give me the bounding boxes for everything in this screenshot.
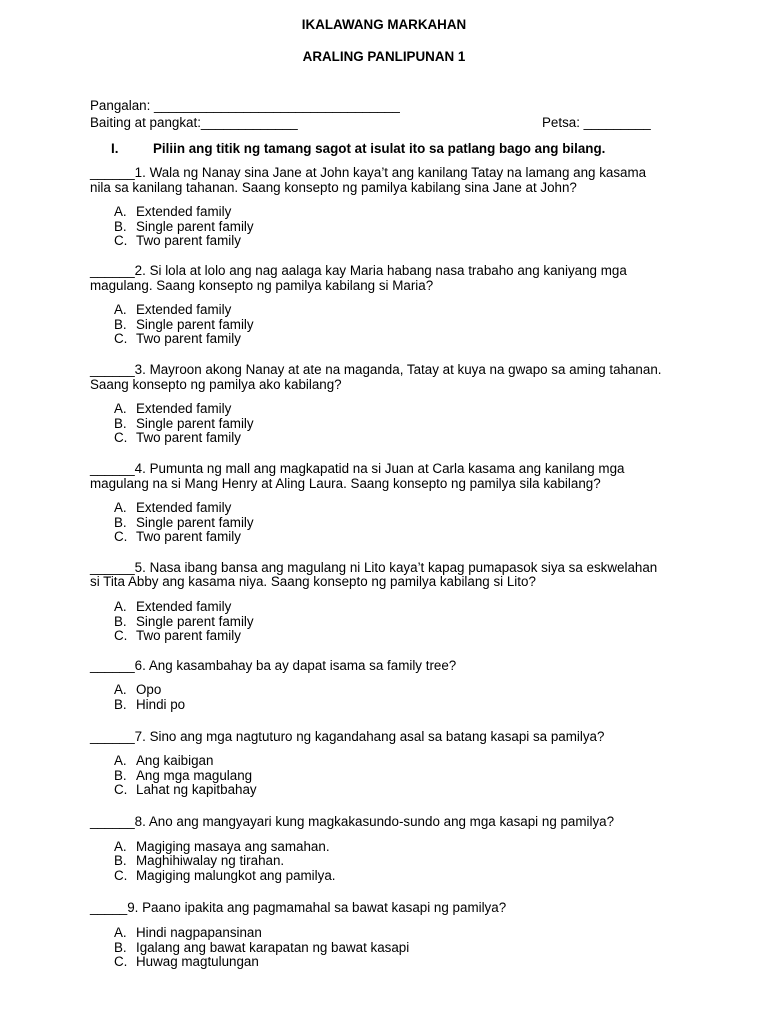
choice-item: [90, 854, 690, 869]
choice-item: [90, 769, 690, 784]
choice-letter: B.: [114, 939, 127, 955]
question-item: [90, 901, 690, 969]
question-list: [90, 166, 690, 970]
question-stem: ______1. Wala ng Nanay sina Jane at John kaya’t ang kanilang Tatay na lamang ang kasama nila sa kanilang tahanan. Saang konsepto ng pamilya kabilang sina Jane at John?: [90, 165, 647, 195]
choice-list: [90, 754, 690, 798]
choice-letter: B.: [114, 218, 127, 234]
choice-letter: C.: [114, 430, 128, 446]
choice-item: [90, 629, 690, 644]
choice-letter: A.: [114, 753, 127, 769]
choice-item: [90, 926, 690, 941]
choice-item: [90, 615, 690, 630]
choice-item: [90, 683, 690, 698]
choice-text: Two parent family: [136, 331, 241, 347]
choice-text: Two parent family: [136, 430, 241, 446]
choice-letter: C.: [114, 782, 128, 798]
choice-text: Igalang ang bawat karapatan ng bawat kasapi: [136, 939, 410, 955]
choice-item: [90, 234, 690, 249]
choice-text: Extended family: [136, 599, 232, 615]
question-item: [90, 264, 690, 347]
choice-item: [90, 600, 690, 615]
question-item: [90, 561, 690, 644]
choice-text: Two parent family: [136, 529, 241, 545]
choice-letter: C.: [114, 233, 128, 249]
choice-letter: B.: [114, 697, 127, 713]
question-item: [90, 462, 690, 545]
choice-text: Two parent family: [136, 233, 241, 249]
choice-text: Extended family: [136, 204, 232, 220]
instructions-text: Piliin ang titik ng tamang sagot at isulat ito sa patlang bago ang bilang.: [153, 141, 606, 156]
question-stem: ______6. Ang kasambahay ba ay dapat isama sa family tree?: [90, 657, 457, 673]
question-stem: ______8. Ano ang mangyayari kung magkakasundo-sundo ang mga kasapi ng pamilya?: [90, 814, 615, 829]
question-item: [90, 363, 690, 446]
choice-text: Huwag magtulungan: [136, 954, 259, 970]
choice-text: Extended family: [136, 302, 232, 318]
subject-title: ARALING PANLIPUNAN 1: [302, 49, 466, 64]
choice-list: [90, 205, 690, 249]
choice-list: [90, 600, 690, 644]
grade-section-field: Baiting at pangkat:_____________: [90, 115, 298, 130]
choice-text: Hindi po: [136, 697, 186, 713]
choice-letter: B.: [114, 514, 127, 530]
question-item: [90, 730, 690, 798]
choice-text: Single parent family: [136, 316, 254, 332]
choice-item: [90, 516, 690, 531]
choice-item: [90, 941, 690, 956]
choice-letter: A.: [114, 401, 127, 417]
choice-text: Maghihiwalay ng tirahan.: [136, 853, 285, 869]
choice-list: [90, 402, 690, 446]
choice-text: Ang kaibigan: [136, 753, 214, 769]
choice-item: [90, 530, 690, 545]
choice-letter: A.: [114, 682, 127, 698]
choice-item: [90, 332, 690, 347]
choice-text: Extended family: [136, 401, 232, 417]
choice-item: [90, 220, 690, 235]
choice-list: [90, 683, 690, 712]
name-field: Pangalan: _________________________________: [90, 98, 400, 113]
question-item: [90, 815, 690, 883]
instructions-number: I.: [111, 141, 119, 156]
choice-text: Opo: [136, 682, 162, 698]
choice-letter: A.: [114, 204, 127, 220]
choice-letter: B.: [114, 316, 127, 332]
question-stem: ______5. Nasa ibang bansa ang magulang ni Lito kaya’t kapag pumapasok siya sa eskwelahan si Tita Abby ang kasama niya. Saang konsepto ng pamilya kabilang si Lito?: [90, 559, 658, 590]
question-stem: _____9. Paano ipakita ang pagmamahal sa bawat kasapi ng pamilya?: [90, 900, 507, 916]
question-stem: ______2. Si lola at lolo ang nag aalaga kay Maria habang nasa trabaho ang kaniyang mga magulang. Saang konsepto ng pamilya kabilang si Maria?: [90, 262, 627, 293]
choice-text: Hindi nagpapansinan: [136, 924, 262, 940]
question-item: [90, 166, 690, 249]
question-stem: ______4. Pumunta ng mall ang magkapatid na si Juan at Carla kasama ang kanilang mga magulang na si Mang Henry at Aling Laura. Saang konsepto ng pamilya sila kabilang?: [90, 460, 625, 491]
choice-text: Ang mga magulang: [136, 767, 253, 783]
choice-item: [90, 501, 690, 516]
choice-letter: C.: [114, 529, 128, 545]
instructions: [90, 142, 605, 157]
choice-letter: C.: [114, 331, 128, 347]
choice-text: Two parent family: [136, 628, 241, 644]
choice-text: Magiging malungkot ang pamilya.: [136, 867, 336, 883]
choice-item: [90, 318, 690, 333]
choice-letter: B.: [114, 767, 127, 783]
choice-text: Magiging masaya ang samahan.: [136, 838, 330, 854]
choice-list: [90, 303, 690, 347]
choice-text: Lahat ng kapitbahay: [136, 782, 257, 798]
date-field: Petsa: _________: [542, 115, 651, 130]
choice-letter: A.: [114, 302, 127, 318]
choice-list: [90, 926, 690, 970]
choice-letter: A.: [114, 500, 127, 516]
document-title: IKALAWANG MARKAHAN: [301, 17, 467, 32]
choice-item: [90, 754, 690, 769]
choice-item: [90, 402, 690, 417]
question-item: [90, 659, 690, 713]
choice-text: Single parent family: [136, 415, 254, 431]
choice-letter: A.: [114, 924, 127, 940]
choice-item: [90, 698, 690, 713]
choice-text: Single parent family: [136, 514, 254, 530]
choice-text: Extended family: [136, 500, 232, 516]
choice-item: [90, 955, 690, 970]
choice-text: Single parent family: [136, 613, 254, 629]
choice-letter: A.: [114, 838, 127, 854]
choice-letter: B.: [114, 613, 127, 629]
choice-letter: C.: [114, 867, 128, 883]
choice-item: [90, 417, 690, 432]
choice-item: [90, 431, 690, 446]
choice-list: [90, 840, 690, 884]
choice-item: [90, 869, 690, 884]
choice-item: [90, 303, 690, 318]
question-stem: ______3. Mayroon akong Nanay at ate na maganda, Tatay at kuya na gwapo sa aming tahanan. Saang konsepto ng pamilya ako kabilang?: [90, 361, 662, 392]
choice-item: [90, 783, 690, 798]
choice-letter: C.: [114, 954, 128, 970]
choice-item: [90, 205, 690, 220]
choice-letter: B.: [114, 853, 127, 869]
choice-letter: B.: [114, 415, 127, 431]
choice-item: [90, 840, 690, 855]
question-stem: ______7. Sino ang mga nagtuturo ng kagandahang asal sa batang kasapi sa pamilya?: [90, 728, 605, 744]
choice-letter: C.: [114, 628, 128, 644]
choice-text: Single parent family: [136, 218, 254, 234]
choice-letter: A.: [114, 599, 127, 615]
choice-list: [90, 501, 690, 545]
